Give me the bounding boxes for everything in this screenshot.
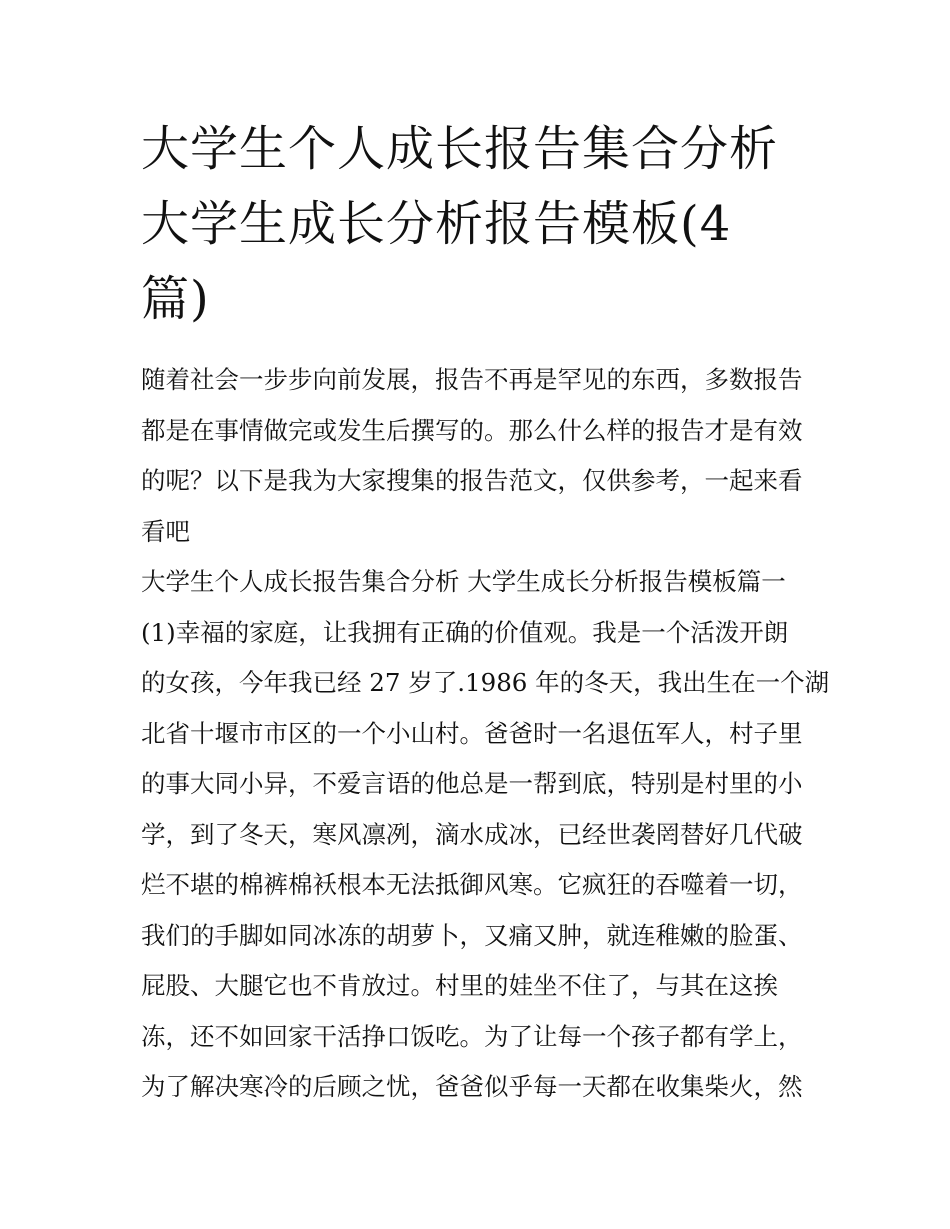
intro-line: 看吧 (141, 516, 190, 546)
document-body (141, 355, 830, 1113)
intro-line: 都是在事情做完或发生后撰写的。那么什么样的报告才是有效 (141, 415, 803, 445)
paragraph-line: 学，到了冬天，寒风凛冽，滴水成冰，已经世袭罔替好几代破 (141, 819, 803, 849)
intro-line: 的呢？以下是我为大家搜集的报告范文，仅供参考，一起来看 (141, 466, 803, 495)
title-line: 篇) (141, 271, 210, 327)
paragraph-line: 冻，还不如回家干活挣口饭吃。为了让每一个孩子都有学上， (141, 1021, 803, 1051)
document-content (141, 112, 830, 1113)
body-paragraph (141, 608, 830, 1113)
paragraph-line: 的女孩，今年我已经 27 岁了.1986 年的冬天，我出生在一个湖 (141, 668, 830, 697)
paragraph-line: 的事大同小异，不爱言语的他总是一帮到底，特别是村里的小 (141, 769, 803, 798)
title-line: 大学生成长分析报告模板(4 (141, 196, 732, 252)
paragraph-line: 为了解决寒冷的后顾之忧，爸爸似乎每一天都在收集柴火，然 (141, 1072, 803, 1101)
title-line: 大学生个人成长报告集合分析 (141, 121, 779, 177)
intro-paragraph (141, 355, 813, 557)
paragraph-line: 北省十堰市市区的一个小山村。爸爸时一名退伍军人，村子里 (141, 718, 803, 748)
section-heading: 大学生个人成长报告集合分析 大学生成长分析报告模板篇一 (141, 567, 786, 596)
paragraph-line: 屁股、大腿它也不肯放过。村里的娃坐不住了，与其在这挨 (141, 971, 778, 1000)
paragraph-line: (1)幸福的家庭，让我拥有正确的价值观。我是一个活泼开朗 (141, 617, 789, 647)
paragraph-line: 我们的手脚如同冰冻的胡萝卜，又痛又肿，就连稚嫩的脸蛋、 (141, 920, 803, 950)
intro-line: 随着社会一步步向前发展，报告不再是罕见的东西，多数报告 (141, 365, 803, 394)
paragraph-line: 烂不堪的棉裤棉袄根本无法抵御风寒。它疯狂的吞噬着一切， (141, 870, 803, 899)
document-title (141, 112, 813, 337)
